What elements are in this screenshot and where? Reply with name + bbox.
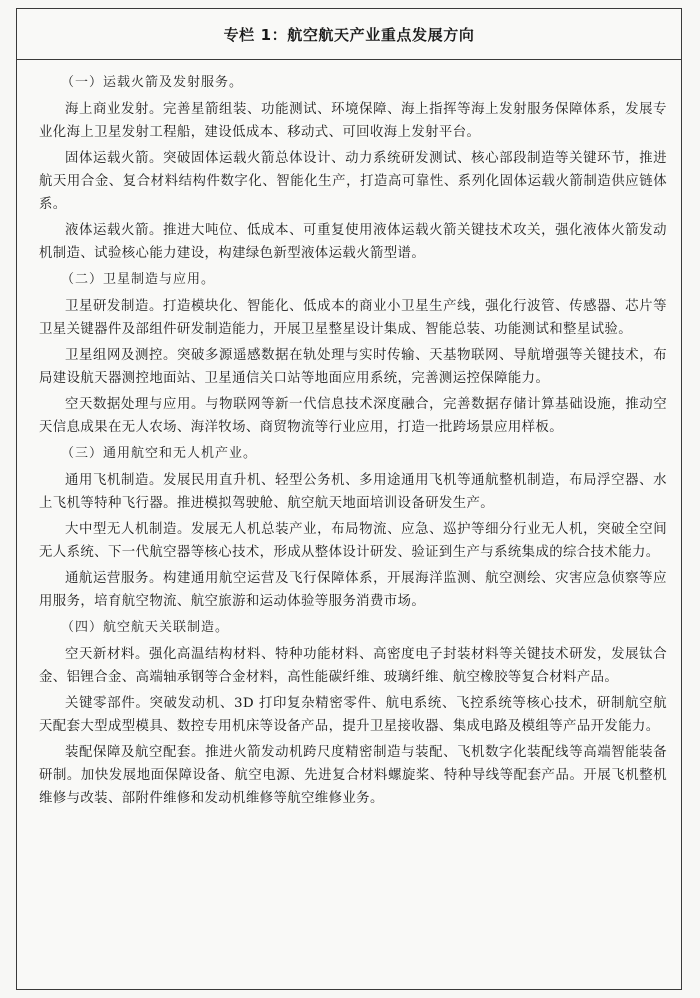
box-title: 专栏 1：航空航天产业重点发展方向 bbox=[223, 25, 475, 44]
paragraph bbox=[39, 98, 667, 144]
paragraph-text: 突破固体运载火箭总体设计、动力系统研发测试、核心部段制造等关键环节，推进航天用合金、复合材料结构件数字化、智能化生产，打造高可靠性、系列化固体运载火箭制造供应链体系。 bbox=[39, 151, 667, 212]
section-rockets bbox=[39, 74, 667, 265]
paragraph-text: 推进大吨位、低成本、可重复使用液体运载火箭关键技术攻关，强化液体火箭发动机制造、试验核心能力建设，构建绿色新型液体运载火箭型谱。 bbox=[39, 223, 667, 261]
section-heading: （二）卫星制造与应用。 bbox=[61, 272, 216, 287]
paragraph-text: 发展无人机总装产业，布局物流、应急、巡护等细分行业无人机，突破全空间无人系统、下一代航空器等核心技术，形成从整体设计研发、验证到生产与系统集成的综合技术能力。 bbox=[39, 522, 667, 560]
paragraph-lead: 固体运载火箭。 bbox=[65, 151, 164, 166]
paragraph bbox=[39, 295, 667, 341]
paragraph-text: 与物联网等新一代信息技术深度融合，完善数据存储计算基础设施，推动空天信息成果在无人农场、海洋牧场、商贸物流等行业应用，打造一批跨场景应用样板。 bbox=[39, 397, 668, 435]
paragraph bbox=[39, 692, 667, 738]
paragraph-text: 构建通用航空运营及飞行保障体系，开展海洋监测、航空测绘、灾害应急侦察等应用服务，培育航空物流、航空旅游和运动体验等服务消费市场。 bbox=[39, 571, 667, 609]
section-related-manufacturing bbox=[39, 619, 667, 810]
box-header bbox=[17, 9, 681, 60]
paragraph-lead: 通航运营服务。 bbox=[65, 571, 164, 586]
paragraph bbox=[39, 741, 667, 810]
paragraph-text: 推进火箭发动机跨尺度精密制造与装配、飞机数字化装配线等高端智能装备研制。加快发展地面保障设备、航空电源、先进复合材料螺旋桨、特种导线等配套产品。开展飞机整机维修与改装、部附件维修和发动机维修等航空维修业务。 bbox=[39, 745, 668, 806]
paragraph-lead: 大中型无人机制造。 bbox=[65, 522, 192, 537]
paragraph-lead: 卫星研发制造。 bbox=[65, 299, 164, 314]
paragraph bbox=[39, 567, 667, 613]
paragraph bbox=[39, 518, 667, 564]
paragraph bbox=[39, 147, 667, 216]
box-body bbox=[17, 60, 681, 810]
paragraph bbox=[39, 469, 667, 515]
paragraph-lead: 关键零部件。 bbox=[65, 696, 150, 711]
section-heading: （四）航空航天关联制造。 bbox=[61, 620, 230, 635]
paragraph-text: 强化高温结构材料、特种功能材料、高密度电子封装材料等关键技术研发，发展钛合金、铝锂合金、高端轴承钢等合金材料，高性能碳纤维、玻璃纤维、航空橡胶等复合材料产品。 bbox=[39, 647, 667, 685]
paragraph-lead: 通用飞机制造。 bbox=[65, 473, 164, 488]
paragraph bbox=[39, 219, 667, 265]
section-satellites bbox=[39, 271, 667, 439]
paragraph-text: 完善星箭组装、功能测试、环境保障、海上指挥等海上发射服务保障体系，发展专业化海上卫星发射工程船，建设低成本、移动式、可回收海上发射平台。 bbox=[39, 102, 667, 140]
section-general-aviation bbox=[39, 445, 667, 613]
paragraph bbox=[39, 643, 667, 689]
paragraph-text: 打造模块化、智能化、低成本的商业小卫星生产线，强化行波管、传感器、芯片等卫星关键器件及部组件研发制造能力，开展卫星整星设计集成、智能总装、功能测试和整星试验。 bbox=[39, 299, 667, 337]
paragraph bbox=[39, 393, 667, 439]
paragraph-lead: 海上商业发射。 bbox=[65, 102, 164, 117]
paragraph-lead: 装配保障及航空配套。 bbox=[65, 745, 206, 760]
section-heading: （一）运载火箭及发射服务。 bbox=[61, 75, 244, 90]
paragraph-text: 发展民用直升机、轻型公务机、多用途通用飞机等通航整机制造，布局浮空器、水上飞机等特种飞行器。推进模拟驾驶舱、航空航天地面培训设备研发生产。 bbox=[39, 473, 667, 511]
paragraph-lead: 卫星组网及测控。 bbox=[65, 348, 178, 363]
column-box bbox=[16, 8, 682, 990]
paragraph-lead: 空天数据处理与应用。 bbox=[65, 397, 206, 412]
paragraph-lead: 液体运载火箭。 bbox=[65, 223, 164, 238]
paragraph-text: 突破发动机、3D 打印复杂精密零件、航电系统、飞控系统等核心技术，研制航空航天配套大型成型模具、数控专用机床等设备产品，提升卫星接收器、集成电路及模组等产品开发能力。 bbox=[39, 696, 667, 734]
paragraph-lead: 空天新材料。 bbox=[65, 647, 150, 662]
paragraph bbox=[39, 344, 667, 390]
paragraph-text: 突破多源遥感数据在轨处理与实时传输、天基物联网、导航增强等关键技术，布局建设航天器测控地面站、卫星通信关口站等地面应用系统，完善测运控保障能力。 bbox=[39, 348, 668, 386]
section-heading: （三）通用航空和无人机产业。 bbox=[61, 446, 258, 461]
